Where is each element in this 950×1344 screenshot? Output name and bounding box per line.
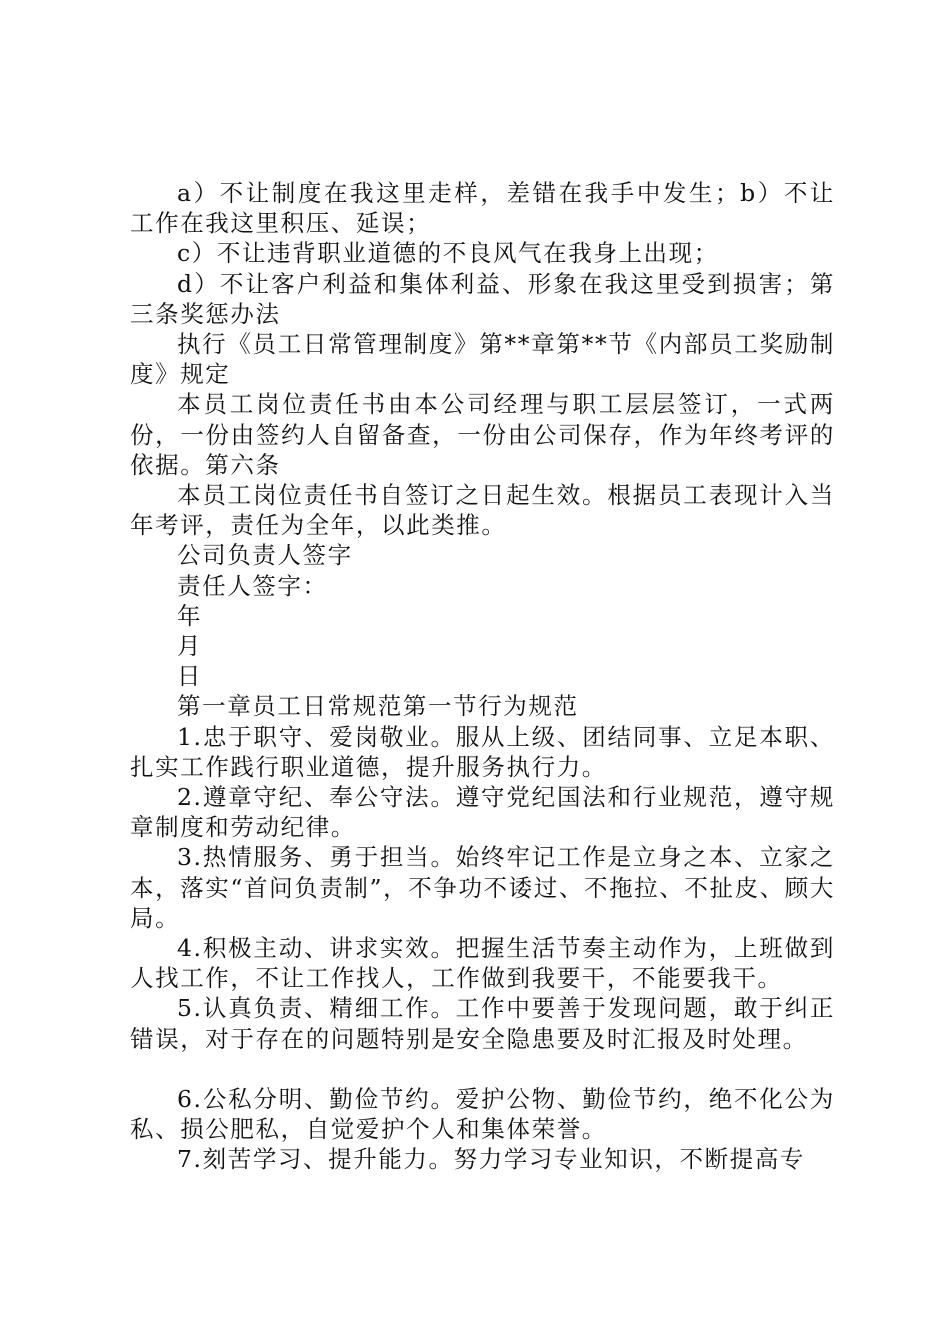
clause-d: d）不让客户利益和集体利益、形象在我这里受到损害；第三条奖惩办法 <box>130 269 835 328</box>
rule-item-4: 4.积极主动、讲求实效。把握生活节奏主动作为，上班做到人找工作，不让工作找人，工作做到我要干，不能要我干。 <box>130 934 835 993</box>
rule-item-7: 7.刻苦学习、提升能力。努力学习专业知识，不断提高专 <box>177 1145 806 1174</box>
chapter-heading: 第一章员工日常规范第一节行为规范 <box>177 692 579 721</box>
rule-item-1: 1.忠于职守、爱岗敬业。服从上级、团结同事、立足本职、扎实工作践行职业道德，提升服务执行力。 <box>130 722 835 781</box>
blank-line <box>130 1054 835 1084</box>
rule-item-5: 5.认真负责、精细工作。工作中要善于发现问题，敢于纠正错误，对于存在的问题特别是安全隐患要及时汇报及时处理。 <box>130 994 835 1053</box>
date-month: 月 <box>177 632 203 661</box>
signing-paragraph: 本员工岗位责任书由本公司经理与职工层层签订，一式两份，一份由签约人自留备查，一份由公司保存，作为年终考评的依据。第六条 <box>130 390 835 479</box>
company-signature-label: 公司负责人签字 <box>177 541 353 570</box>
effective-paragraph: 本员工岗位责任书自签订之日起生效。根据员工表现计入当年考评，责任为全年，以此类推。 <box>130 481 835 540</box>
rule-item-2: 2.遵章守纪、奉公守法。遵守党纪国法和行业规范，遵守规章制度和劳动纪律。 <box>130 783 835 842</box>
responsible-signature-label: 责任人签字： <box>177 571 328 600</box>
clause-a-b: a）不让制度在我这里走样，差错在我手中发生；b）不让工作在我这里积压、延误； <box>130 179 835 238</box>
rule-item-6: 6.公私分明、勤俭节约。爱护公物、勤俭节约，绝不化公为私、损公肥私，自觉爱护个人和集体荣誉。 <box>130 1084 835 1144</box>
date-year: 年 <box>177 601 203 630</box>
rewards-rule: 执行《员工日常管理制度》第**章第**节《内部员工奖励制度》规定 <box>130 330 835 389</box>
clause-c: c）不让违背职业道德的不良风气在我身上出现； <box>177 239 719 268</box>
date-day: 日 <box>177 662 203 691</box>
document-page <box>130 178 835 1175</box>
rule-item-3: 3.热情服务、勇于担当。始终牢记工作是立身之本、立家之本，落实“首问负责制”，不争功不诿过、不拖拉、不扯皮、顾大局。 <box>130 843 835 932</box>
